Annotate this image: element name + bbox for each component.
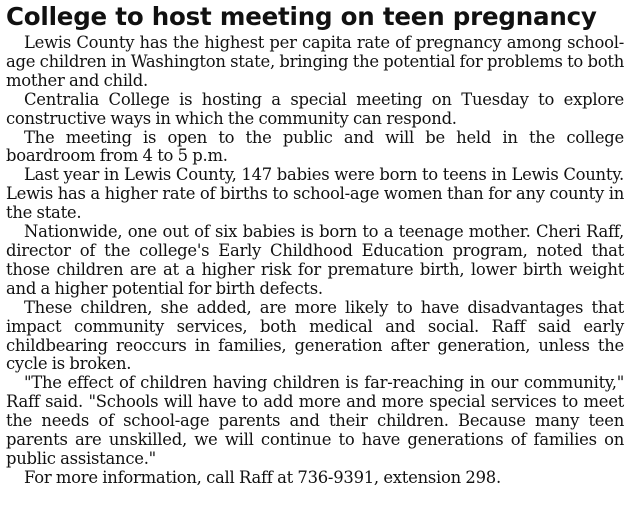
paragraph-1: Lewis County has the highest per capita rate of pregnancy among school-age children in Washington state, bringing the potential for problems to both mother and child. — [6, 33, 624, 90]
paragraph-6: These children, she added, are more likely to have disadvantages that impact community services, both medical and social. Raff said early childbearing reoccurs in families, generation after generation, unless the cycle is broken. — [6, 297, 624, 374]
paragraph-5: Nationwide, one out of six babies is born to a teenage mother. Cheri Raff, director of the college's Early Childhood Education program, noted that those children are at a higher risk for premature birth, lower birth weight and a higher potential for birth defects. — [6, 222, 624, 298]
paragraph-2: Centralia College is hosting a special meeting on Tuesday to explore constructive ways in which the community can respond. — [6, 89, 624, 128]
news-clipping — [6, 2, 624, 488]
paragraph-4: Last year in Lewis County, 147 babies were born to teens in Lewis County. Lewis has a higher rate of births to school-age women than for any county in the state. — [6, 165, 624, 223]
headline: College to host meeting on teen pregnancy — [6, 2, 597, 31]
paragraph-8: For more information, call Raff at 736-9391, extension 298. — [24, 467, 501, 487]
paragraph-3: The meeting is open to the public and will be held in the college boardroom from 4 to 5 p.m. — [6, 127, 624, 166]
article-body — [6, 34, 624, 488]
paragraph-7: "The effect of children having children is far-reaching in our community," Raff said. "Schools will have to add more and more special services to meet the needs of school-age parents and their children. Because many teen parents are unskilled, we will continue to have generations of families on public assistance." — [6, 373, 624, 468]
